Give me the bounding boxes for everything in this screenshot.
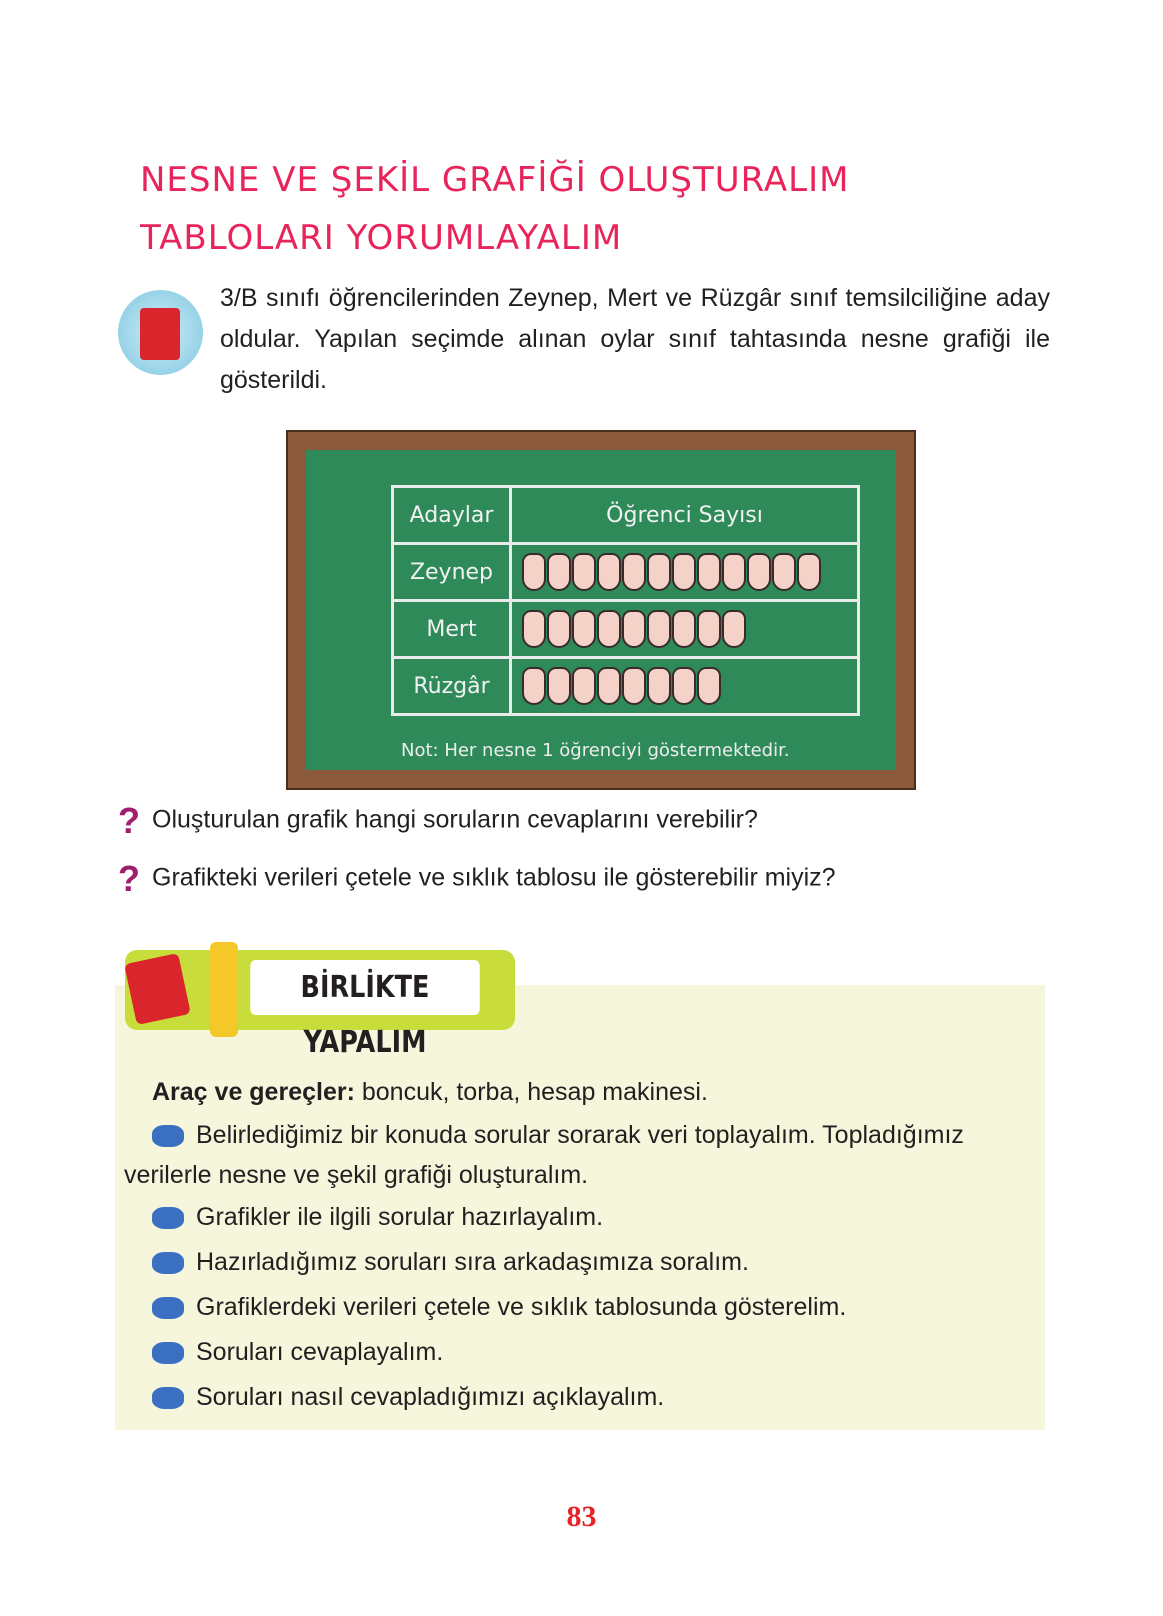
list-item-text: Soruları cevaplayalım. bbox=[196, 1338, 444, 1366]
title-line-1: NESNE VE ŞEKİL GRAFİĞİ OLUŞTURALIM bbox=[140, 160, 850, 200]
table-row bbox=[393, 658, 859, 715]
hand-icon bbox=[697, 610, 721, 648]
hand-icon bbox=[647, 610, 671, 648]
hand-icon bbox=[622, 667, 646, 705]
hands-cell bbox=[511, 658, 859, 715]
hand-icon bbox=[672, 610, 696, 648]
chalkboard bbox=[286, 430, 916, 790]
table-row bbox=[393, 544, 859, 601]
hand-icon bbox=[597, 553, 621, 591]
hand-icon bbox=[747, 553, 771, 591]
list-item-text: Grafikler ile ilgili sorular hazırlayalım. bbox=[196, 1203, 604, 1231]
chart-note: Not: Her nesne 1 öğrenciyi göstermektedir. bbox=[401, 740, 790, 761]
hand-icon bbox=[722, 553, 746, 591]
bullet-icon bbox=[152, 1387, 184, 1409]
activity-list bbox=[124, 1070, 1034, 1420]
list-item bbox=[124, 1330, 1034, 1375]
banner-title: BİRLİKTE YAPALIM bbox=[250, 960, 480, 1015]
row-name: Rüzgâr bbox=[393, 658, 511, 715]
hand-icon bbox=[647, 667, 671, 705]
list-item bbox=[124, 1375, 1034, 1420]
question-1 bbox=[118, 800, 758, 842]
row-name: Mert bbox=[393, 601, 511, 658]
list-item-text: Grafiklerdeki verileri çetele ve sıklık tablosunda gösterelim. bbox=[196, 1293, 847, 1321]
hand-icon bbox=[547, 610, 571, 648]
page-number: 83 bbox=[566, 1500, 597, 1533]
hand-icon bbox=[672, 667, 696, 705]
list-item-text: Hazırladığımız soruları sıra arkadaşımıza soralım. bbox=[196, 1248, 749, 1276]
hand-icon bbox=[547, 667, 571, 705]
row-name: Zeynep bbox=[393, 544, 511, 601]
hand-icon bbox=[572, 610, 596, 648]
table-row bbox=[393, 601, 859, 658]
bullet-icon bbox=[152, 1297, 184, 1319]
materials-label: Araç ve gereçler: bbox=[152, 1078, 355, 1106]
hands-cell bbox=[511, 601, 859, 658]
notebook-mascot-icon bbox=[118, 290, 203, 375]
pencil-mascot-icon bbox=[210, 942, 238, 1037]
list-item bbox=[124, 1115, 1034, 1195]
hand-icon bbox=[622, 553, 646, 591]
materials-text: boncuk, torba, hesap makinesi. bbox=[354, 1078, 708, 1106]
hand-icon bbox=[722, 610, 746, 648]
bullet-icon bbox=[152, 1125, 184, 1147]
hand-icon bbox=[697, 553, 721, 591]
hand-icon bbox=[647, 553, 671, 591]
question-mark-icon: ? bbox=[118, 858, 140, 899]
bullet-icon bbox=[152, 1252, 184, 1274]
hand-icon bbox=[597, 610, 621, 648]
list-item-text: Belirlediğimiz bir konuda sorular sorarak veri toplayalım. Topladığımız verilerle nesne ve şekil grafiği oluşturalım. bbox=[124, 1121, 964, 1189]
list-item bbox=[124, 1240, 1034, 1285]
hand-icon bbox=[522, 553, 546, 591]
hand-icon bbox=[547, 553, 571, 591]
book-mascot-icon bbox=[124, 953, 191, 1025]
title-line-2: TABLOLARI YORUMLAYALIM bbox=[140, 218, 623, 258]
hand-icon bbox=[697, 667, 721, 705]
header-candidates: Adaylar bbox=[393, 487, 511, 544]
pictograph-table bbox=[391, 485, 860, 716]
question-text: Oluşturulan grafik hangi soruların cevaplarını verebilir? bbox=[152, 805, 758, 834]
hand-icon bbox=[622, 610, 646, 648]
hand-icon bbox=[672, 553, 696, 591]
hands-cell bbox=[511, 544, 859, 601]
list-item-text: Soruları nasıl cevapladığımızı açıklayalım. bbox=[196, 1383, 665, 1411]
hand-icon bbox=[572, 553, 596, 591]
question-mark-icon: ? bbox=[118, 800, 140, 841]
hand-icon bbox=[772, 553, 796, 591]
bullet-icon bbox=[152, 1342, 184, 1364]
question-text: Grafikteki verileri çetele ve sıklık tablosu ile gösterebilir miyiz? bbox=[152, 863, 836, 892]
hand-icon bbox=[522, 667, 546, 705]
list-item bbox=[124, 1195, 1034, 1240]
hand-icon bbox=[797, 553, 821, 591]
header-count: Öğrenci Sayısı bbox=[511, 487, 859, 544]
intro-text: 3/B sınıfı öğrencilerinden Zeynep, Mert ve Rüzgâr sınıf temsilciliğine aday oldular. Yapılan seçimde alınan oylar sınıf tahtasında nesne grafiği ile gösterildi. bbox=[220, 284, 1050, 394]
hand-icon bbox=[572, 667, 596, 705]
bullet-icon bbox=[152, 1207, 184, 1229]
hand-icon bbox=[597, 667, 621, 705]
activity-banner bbox=[125, 950, 515, 1060]
hand-icon bbox=[522, 610, 546, 648]
question-2 bbox=[118, 858, 836, 900]
list-item bbox=[124, 1285, 1034, 1330]
